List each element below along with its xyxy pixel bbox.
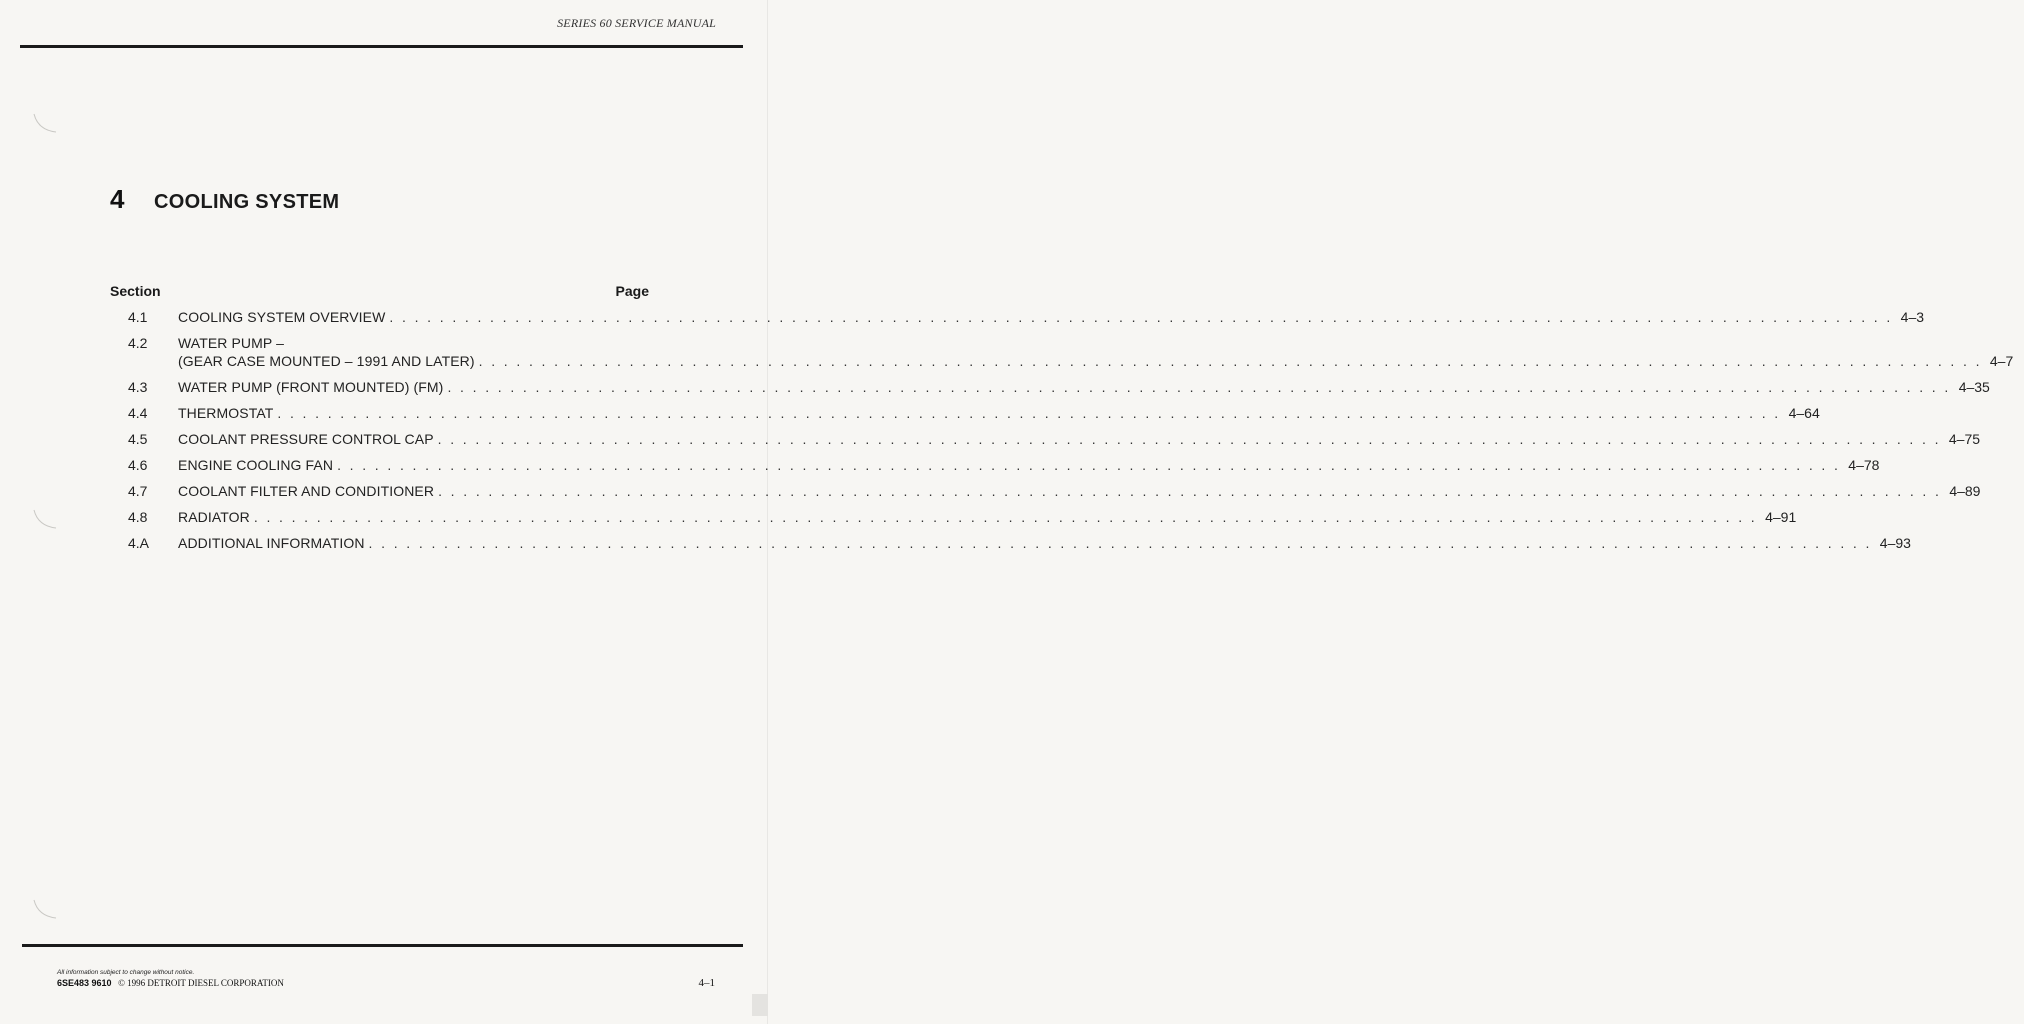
chapter-number: 4 xyxy=(110,184,125,214)
toc-entry-number: 4.6 xyxy=(128,457,148,473)
toc-entry-body xyxy=(178,308,1925,326)
toc-entry-line xyxy=(178,534,1911,552)
punch-hole-mark xyxy=(30,508,60,532)
toc-entry-line xyxy=(178,378,1990,396)
toc-entry xyxy=(128,456,1880,474)
toc-entry-title: WATER PUMP (FRONT MOUNTED) (FM) xyxy=(178,379,444,395)
header-rule xyxy=(20,45,743,48)
toc-page-heading: Page xyxy=(615,283,649,299)
toc-leader-dots: . . . . . . . . . . . . . . . . . . . . . . . . . . . . . . . . . . . . . . . . . . . . . . . . . . . . . . . . . . . . . . . . . . . . . . . . . . . . . . . . . . . . . . . . . . . . . . . . . . . . . . . . . . . . . . . . . . . . . . . . xyxy=(253,509,1758,525)
toc-entry-title: WATER PUMP – xyxy=(178,335,284,351)
toc-entry xyxy=(128,508,1797,526)
toc-entry-page: 4–91 xyxy=(1765,509,1797,525)
toc-entry-title: RADIATOR xyxy=(178,509,250,525)
toc-entry-body xyxy=(178,404,1820,422)
toc-entry-line xyxy=(178,482,1981,500)
toc-entry-title: ADDITIONAL INFORMATION xyxy=(178,535,365,551)
copyright-notice: © 1996 DETROIT DIESEL CORPORATION xyxy=(118,978,284,988)
toc-entry-body xyxy=(178,430,1981,448)
toc-leader-dots: . . . . . . . . . . . . . . . . . . . . . . . . . . . . . . . . . . . . . . . . . . . . . . . . . . . . . . . . . . . . . . . . . . . . . . . . . . . . . . . . . . . . . . . . . . . . . . . . . . . . . . . . . . . . . . . . . . . . . . . . xyxy=(447,379,1951,395)
toc-entry-page: 4–89 xyxy=(1949,483,1981,499)
table-of-contents xyxy=(128,308,2014,560)
toc-entry-number: 4.4 xyxy=(128,405,148,421)
toc-entry-line xyxy=(178,404,1820,422)
toc-entry-number: 4.1 xyxy=(128,309,148,325)
toc-entry-body xyxy=(178,334,2014,370)
toc-entry xyxy=(128,378,1990,396)
footer-rule xyxy=(22,944,743,947)
scan-corner-mark xyxy=(752,994,768,1016)
page-number: 4–1 xyxy=(698,977,715,989)
toc-entry-number: 4.2 xyxy=(128,335,148,351)
toc-entry-number: 4.7 xyxy=(128,483,148,499)
toc-entry xyxy=(128,404,1820,422)
footer-identification xyxy=(57,978,284,988)
footer-notice: All information subject to change without notice. xyxy=(57,969,195,976)
toc-leader-dots: . . . . . . . . . . . . . . . . . . . . . . . . . . . . . . . . . . . . . . . . . . . . . . . . . . . . . . . . . . . . . . . . . . . . . . . . . . . . . . . . . . . . . . . . . . . . . . . . . . . . . . . . . . . . . . . . . . . . . . . . xyxy=(438,483,1942,499)
toc-entry-body xyxy=(178,482,1981,500)
toc-entry xyxy=(128,308,1925,326)
punch-hole-mark xyxy=(30,898,60,922)
toc-section-heading: Section xyxy=(110,283,161,299)
toc-entry-line xyxy=(178,308,1925,326)
toc-entry-page: 4–78 xyxy=(1848,457,1880,473)
toc-entry-page: 4–7 xyxy=(1989,353,2014,369)
running-header: SERIES 60 SERVICE MANUAL xyxy=(557,16,716,30)
toc-entry-number: 4.5 xyxy=(128,431,148,447)
toc-entry-number: 4.A xyxy=(128,535,150,551)
toc-entry-title: THERMOSTAT xyxy=(178,405,274,421)
toc-entry-line xyxy=(178,334,649,352)
toc-leader-dots: . . . . . . . . . . . . . . . . . . . . . . . . . . . . . . . . . . . . . . . . . . . . . . . . . . . . . . . . . . . . . . . . . . . . . . . . . . . . . . . . . . . . . . . . . . . . . . . . . . . . . . . . . . . . . . . . . . . . . . . . xyxy=(368,535,1872,551)
toc-entry-body xyxy=(178,534,1911,552)
toc-entry-body xyxy=(178,456,1880,474)
toc-entry xyxy=(128,334,2014,370)
toc-entry-body xyxy=(178,378,1990,396)
toc-entry xyxy=(128,534,1911,552)
toc-entry-page: 4–75 xyxy=(1948,431,1981,447)
toc-entry-line xyxy=(178,508,1797,526)
toc-leader-dots: . . . . . . . . . . . . . . . . . . . . . . . . . . . . . . . . . . . . . . . . . . . . . . . . . . . . . . . . . . . . . . . . . . . . . . . . . . . . . . . . . . . . . . . . . . . . . . . . . . . . . . . . . . . . . . . . . . . . . . . . xyxy=(478,353,1982,369)
toc-leader-dots: . . . . . . . . . . . . . . . . . . . . . . . . . . . . . . . . . . . . . . . . . . . . . . . . . . . . . . . . . . . . . . . . . . . . . . . . . . . . . . . . . . . . . . . . . . . . . . . . . . . . . . . . . . . . . . . . . . . . . . . . xyxy=(277,405,1781,421)
toc-entry-page: 4–3 xyxy=(1900,309,1925,325)
toc-entry xyxy=(128,482,1981,500)
toc-entry-number: 4.3 xyxy=(128,379,148,395)
punch-hole-mark xyxy=(30,112,60,136)
toc-leader-dots: . . . . . . . . . . . . . . . . . . . . . . . . . . . . . . . . . . . . . . . . . . . . . . . . . . . . . . . . . . . . . . . . . . . . . . . . . . . . . . . . . . . . . . . . . . . . . . . . . . . . . . . . . . . . . . . . . . . . . . . . xyxy=(437,431,1941,447)
toc-entry-line xyxy=(178,352,2014,370)
toc-entry-title: COOLING SYSTEM OVERVIEW xyxy=(178,309,386,325)
toc-entry xyxy=(128,430,1981,448)
chapter-title: COOLING SYSTEM xyxy=(154,191,340,213)
toc-entry-title: COOLANT PRESSURE CONTROL CAP xyxy=(178,431,434,447)
toc-entry-line xyxy=(178,430,1981,448)
toc-entry-number: 4.8 xyxy=(128,509,148,525)
document-number: 6SE483 9610 xyxy=(57,978,112,988)
toc-entry-page: 4–35 xyxy=(1958,379,1990,395)
chapter-heading xyxy=(110,184,339,215)
toc-entry-page: 4–93 xyxy=(1879,535,1911,551)
toc-entry-title: ENGINE COOLING FAN xyxy=(178,457,334,473)
toc-leader-dots: . . . . . . . . . . . . . . . . . . . . . . . . . . . . . . . . . . . . . . . . . . . . . . . . . . . . . . . . . . . . . . . . . . . . . . . . . . . . . . . . . . . . . . . . . . . . . . . . . . . . . . . . . . . . . . . . . . . . . . . . xyxy=(389,309,1893,325)
toc-entry-title: COOLANT FILTER AND CONDITIONER xyxy=(178,483,435,499)
toc-leader-dots: . . . . . . . . . . . . . . . . . . . . . . . . . . . . . . . . . . . . . . . . . . . . . . . . . . . . . . . . . . . . . . . . . . . . . . . . . . . . . . . . . . . . . . . . . . . . . . . . . . . . . . . . . . . . . . . . . . . . . . . . xyxy=(337,457,1841,473)
toc-entry-body xyxy=(178,508,1797,526)
toc-entry-line xyxy=(178,456,1880,474)
toc-entry-title: (GEAR CASE MOUNTED – 1991 AND LATER) xyxy=(178,353,475,369)
toc-entry-page: 4–64 xyxy=(1788,405,1820,421)
